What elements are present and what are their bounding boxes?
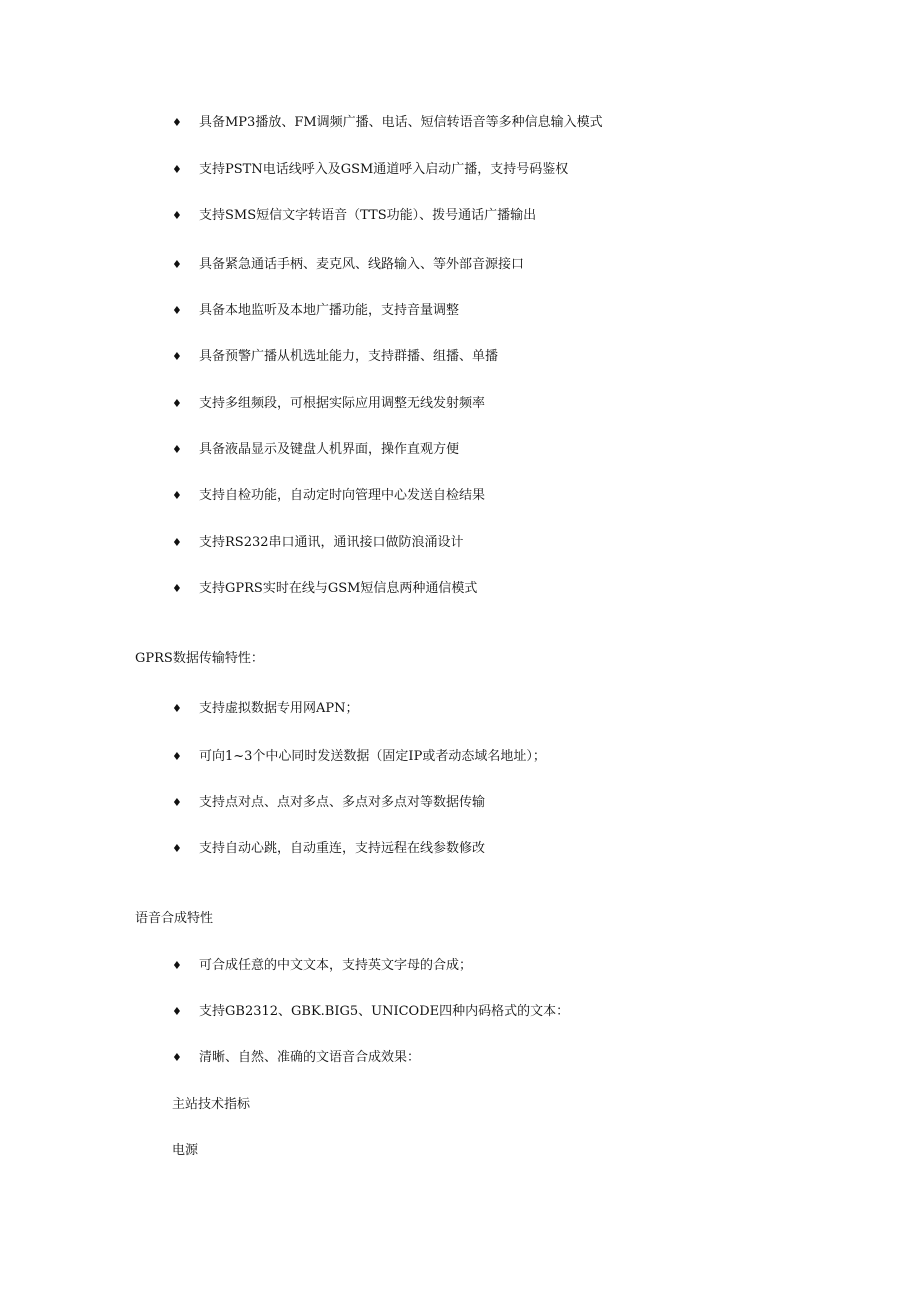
feature-text: 支持SMS短信文字转语音（TTS功能）、拨号通话广播输出 [199,208,537,223]
bullet-diamond-icon: ♦ [172,1005,182,1018]
bullet-diamond-icon: ♦ [172,163,182,176]
master-station-heading: 主站技术指标 [172,1097,251,1112]
gprs-heading: GPRS数据传输特性： [135,651,264,666]
feature-text: 支持自检功能，自动定时向管理中心发送自检结果 [199,488,486,503]
bullet-diamond-icon: ♦ [172,582,182,595]
bullet-diamond-icon: ♦ [172,536,182,549]
tts-text: 支持GB2312、GBK.BIG5、UNICODE四种内码格式的文本： [199,1004,570,1019]
feature-text: 具备MP3播放、FM调频广播、电话、短信转语音等多种信息输入模式 [199,115,603,130]
feature-text: 支持PSTN电话线呼入及GSM通道呼入启动广播，支持号码鉴权 [199,162,569,177]
bullet-diamond-icon: ♦ [172,350,182,363]
bullet-diamond-icon: ♦ [172,750,182,763]
bullet-diamond-icon: ♦ [172,702,182,715]
bullet-diamond-icon: ♦ [172,304,182,317]
bullet-diamond-icon: ♦ [172,489,182,502]
bullet-diamond-icon: ♦ [172,258,182,271]
tts-heading: 语音合成特性 [135,911,214,926]
feature-text: 具备液晶显示及键盘人机界面，操作直观方便 [199,442,460,457]
tts-text: 可合成任意的中文文本，支持英文字母的合成； [199,958,473,973]
tts-text: 清晰、自然、准确的文语音合成效果： [199,1050,421,1065]
feature-text: 具备紧急通话手柄、麦克风、线路输入、等外部音源接口 [199,257,525,272]
gprs-text: 可向1~3个中心同时发送数据（固定IP或者动态域名地址）； [199,749,546,764]
bullet-diamond-icon: ♦ [172,116,182,129]
bullet-diamond-icon: ♦ [172,209,182,222]
feature-text: 具备预警广播从机选址能力，支持群播、组播、单播 [199,349,499,364]
bullet-diamond-icon: ♦ [172,443,182,456]
power-heading: 电源 [172,1143,199,1158]
bullet-diamond-icon: ♦ [172,959,182,972]
feature-text: 支持多组频段，可根据实际应用调整无线发射频率 [199,396,486,411]
feature-text: 具备本地监听及本地广播功能，支持音量调整 [199,303,460,318]
bullet-diamond-icon: ♦ [172,842,182,855]
feature-text: 支持GPRS实时在线与GSM短信息两种通信模式 [199,581,478,596]
feature-text: 支持RS232串口通讯，通讯接口做防浪涌设计 [199,535,464,550]
bullet-diamond-icon: ♦ [172,397,182,410]
gprs-text: 支持虚拟数据专用网APN； [199,701,359,716]
gprs-text: 支持点对点、点对多点、多点对多点对等数据传输 [199,795,486,810]
gprs-text: 支持自动心跳，自动重连，支持远程在线参数修改 [199,841,486,856]
bullet-diamond-icon: ♦ [172,1051,182,1064]
bullet-diamond-icon: ♦ [172,796,182,809]
